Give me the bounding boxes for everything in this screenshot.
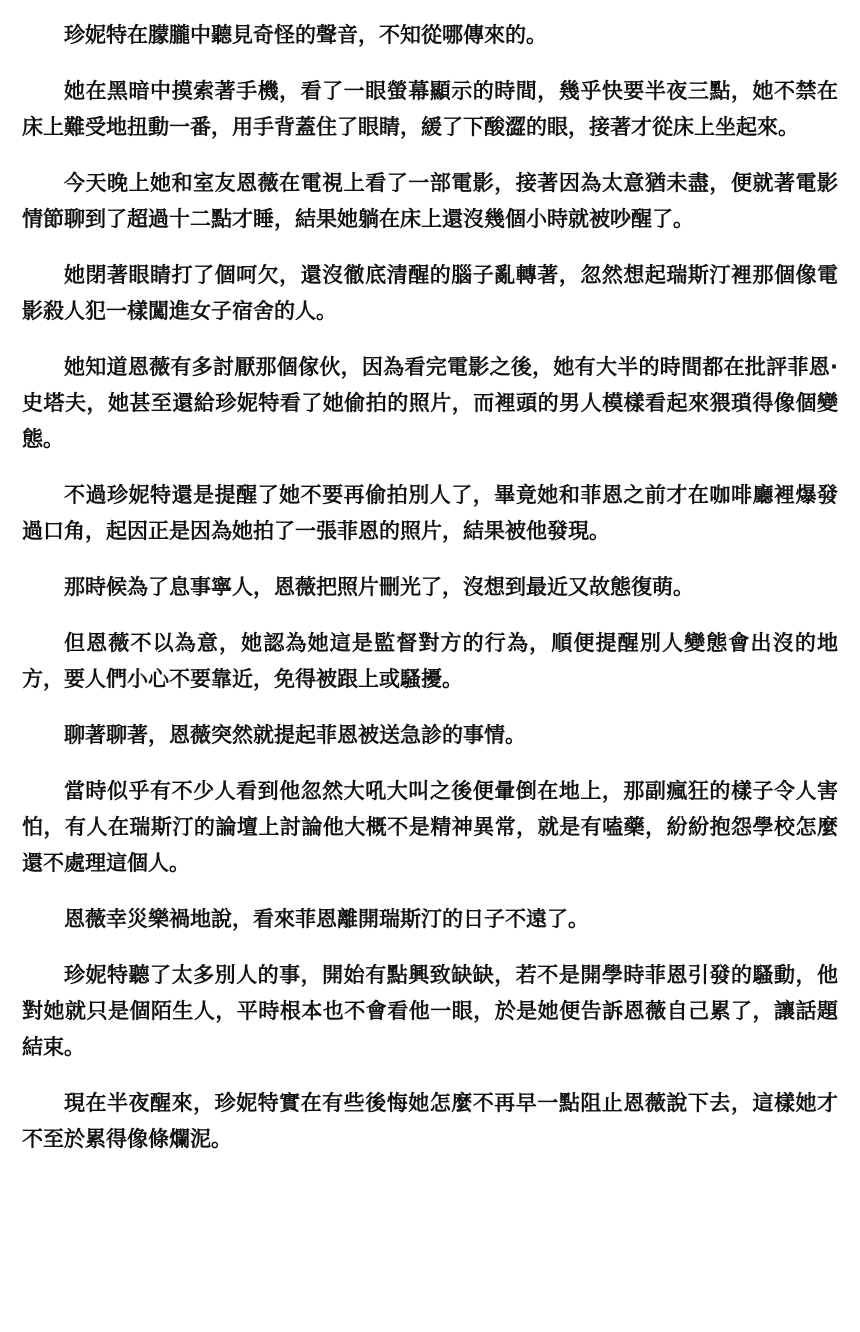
paragraph-3: 今天晚上她和室友恩薇在電視上看了一部電影，接著因為太意猶未盡，便就著電影情節聊到了超過十二點才睡，結果她躺在床上還沒幾個小時就被吵醒了。 [22,171,838,231]
paragraph-12: 珍妮特聽了太多別人的事，開始有點興致缺缺，若不是開學時菲恩引發的騷動，他對她就只是個陌生人，平時根本也不會看他一眼，於是她便告訴恩薇自己累了，讓話題結束。 [22,963,838,1059]
paragraph-4: 她閉著眼睛打了個呵欠，還沒徹底清醒的腦子亂轉著，忽然想起瑞斯汀裡那個像電影殺人犯一樣闖進女子宿舍的人。 [22,263,838,323]
paragraph-5: 她知道恩薇有多討厭那個傢伙，因為看完電影之後，她有大半的時間都在批評菲恩·史塔夫，她甚至還給珍妮特看了她偷拍的照片，而裡頭的男人模樣看起來猥瑣得像個變態。 [22,355,838,451]
paragraph-9: 聊著聊著，恩薇突然就提起菲恩被送急診的事情。 [64,723,526,747]
paragraph-6: 不過珍妮特還是提醒了她不要再偷拍別人了，畢竟她和菲恩之前才在咖啡廳裡爆發過口角，起因正是因為她拍了一張菲恩的照片，結果被他發現。 [22,483,838,543]
paragraph-8: 但恩薇不以為意，她認為她這是監督對方的行為，順便提醒別人變態會出沒的地方，要人們小心不要靠近，免得被跟上或騷擾。 [22,631,838,691]
paragraph-13: 現在半夜醒來，珍妮特實在有些後悔她怎麼不再早一點阻止恩薇說下去，這樣她才不至於累得像條爛泥。 [22,1091,838,1151]
paragraph-7: 那時候為了息事寧人，恩薇把照片刪光了，沒想到最近又故態復萌。 [64,575,694,599]
paragraph-2: 她在黑暗中摸索著手機，看了一眼螢幕顯示的時間，幾乎快要半夜三點，她不禁在床上難受地扭動一番，用手背蓋住了眼睛，緩了下酸澀的眼，接著才從床上坐起來。 [22,79,838,139]
paragraph-10: 當時似乎有不少人看到他忽然大吼大叫之後便暈倒在地上，那副瘋狂的樣子令人害怕，有人在瑞斯汀的論壇上討論他大概不是精神異常，就是有嗑藥，紛紛抱怨學校怎麼還不處理這個人。 [22,779,838,875]
paragraph-11: 恩薇幸災樂禍地說，看來菲恩離開瑞斯汀的日子不遠了。 [64,907,589,931]
paragraph-1: 珍妮特在朦朧中聽見奇怪的聲音，不知從哪傳來的。 [64,23,547,47]
